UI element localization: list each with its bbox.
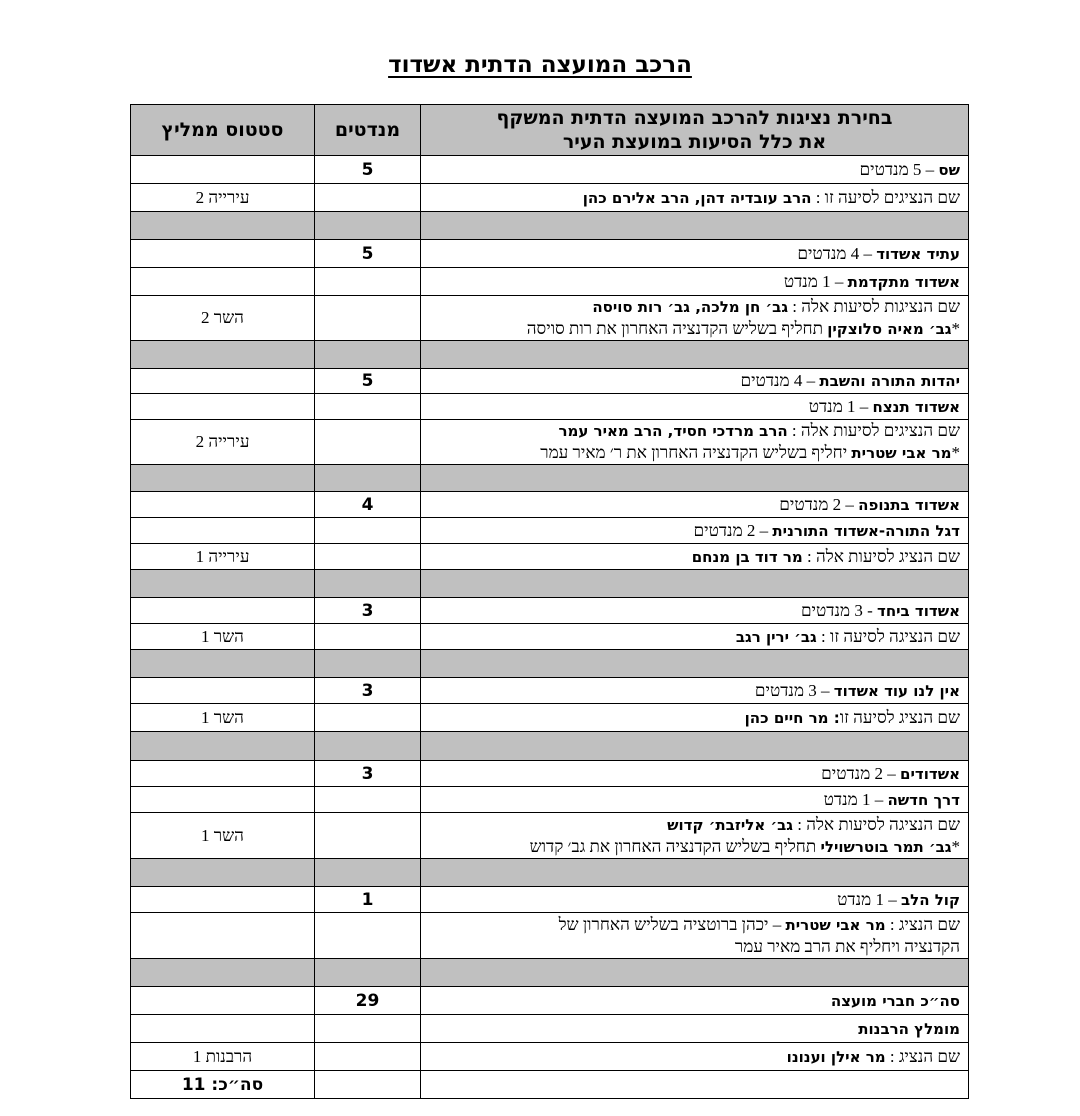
table-row [131,624,969,650]
mandates-cell [315,184,421,212]
party-name: קול הלב [900,890,960,909]
separator-cell [421,732,969,761]
separator-cell [421,570,969,598]
party-mandates-text: – 4 מנדטים [740,371,820,390]
description-cell [421,184,969,212]
representative-line [429,442,960,464]
separator-cell [131,570,315,598]
separator-cell [421,650,969,678]
table-row [131,369,969,394]
description-cell [421,544,969,570]
status-cell: עירייה 2 [131,184,315,212]
separator-cell [131,212,315,240]
header-description-line2: את כלל הסיעות במועצת העיר [562,131,827,153]
header-description-line1: בחירת נציגות להרכב המועצה הדתית המשקף [496,107,893,129]
status-cell [131,787,315,813]
status-cell [131,987,315,1015]
representative-name: מר אבי שטרית [851,444,952,462]
description-cell [421,296,969,341]
status-cell [131,240,315,268]
party-name: דגל התורה-אשדוד התורנית [772,521,960,540]
separator-cell [315,859,421,887]
separator-cell [315,959,421,987]
mandates-cell: 1 [315,887,421,913]
separator-cell [315,732,421,761]
status-cell [131,394,315,420]
description-cell [421,678,969,704]
representative-text: תחליף בשליש הקדנציה האחרון את רות סויסה [526,319,828,338]
separator-cell [421,465,969,492]
party-name: אשדוד תנצח [872,397,960,416]
representative-text: * [951,443,960,462]
mandates-cell [315,268,421,296]
mandates-cell: 4 [315,492,421,518]
table-row [131,394,969,420]
representative-name: מר דוד בן מנחם [691,547,803,566]
representative-name: גב׳ ירין רגב [735,627,817,646]
separator-cell [131,732,315,761]
table-header-row [131,105,969,156]
mandates-cell [315,1015,421,1043]
table-row [131,296,969,341]
separator-cell [131,341,315,369]
representative-line [429,187,960,209]
representative-text: תחליף בשליש הקדנציה האחרון את גב׳ קדוש [529,836,821,856]
representative-name: גב׳ מאיה סלוצקין [827,320,952,338]
table-row [131,1043,969,1071]
table-row [131,704,969,732]
description-cell [421,761,969,787]
separator-row [131,959,969,987]
mandates-cell: 3 [315,598,421,624]
description-cell [421,369,969,394]
table-row [131,518,969,544]
status-cell [131,678,315,704]
mandates-cell [315,913,421,959]
table-row [131,492,969,518]
table-row [131,598,969,624]
table-row [131,420,969,465]
mandates-cell: 3 [315,761,421,787]
table-row [131,913,969,959]
representative-line [429,936,960,958]
council-composition-table [130,104,969,1099]
party-name: אשדודים [900,764,960,783]
status-cell [131,518,315,544]
separator-cell [315,570,421,598]
status-cell: עירייה 1 [131,544,315,570]
mandates-cell: 5 [315,369,421,394]
party-mandates-text: – 3 מנדטים [754,680,834,700]
representative-text: שם הנציג : [885,914,960,934]
party-mandates-text: – 1 מנדט [837,889,901,909]
description-cell [421,240,969,268]
party-name: אשדוד ביחד [877,601,960,620]
party-mandates-text: - 3 מנדטים [800,600,877,620]
mandates-cell [315,296,421,341]
status-cell [131,156,315,184]
separator-cell [421,859,969,887]
separator-cell [421,959,969,987]
mandates-cell [315,420,421,465]
mandates-cell [315,704,421,732]
mandates-cell: 3 [315,678,421,704]
status-cell: השר 1 [131,704,315,732]
table-row [131,156,969,184]
status-cell [131,369,315,394]
status-cell: השר 2 [131,296,315,341]
mandates-cell [315,544,421,570]
table-row [131,761,969,787]
status-cell [131,598,315,624]
party-name: שס [938,160,960,179]
representative-text: הקדנציה ויחליף את הרב מאיר עמר [734,936,960,956]
table-row [131,1071,969,1099]
separator-cell [421,212,969,240]
table-row [131,268,969,296]
header-status: סטטוס ממליץ [131,105,315,156]
description-cell [421,704,969,732]
description-cell [421,913,969,959]
separator-cell [315,465,421,492]
description-cell [421,813,969,859]
representative-text: יחליף בשליש הקדנציה האחרון את ר׳ מאיר עמר [540,443,852,462]
table-row [131,544,969,570]
representative-text: שם הנציג : [885,1046,960,1066]
description-cell [421,987,969,1015]
representative-line [429,1046,960,1068]
party-mandates-text: – 1 מנדט [783,271,848,291]
separator-cell [131,650,315,678]
representative-text: * [951,319,960,338]
header-description [421,105,969,156]
status-cell [131,1015,315,1043]
table-row [131,887,969,913]
table-row [131,678,969,704]
separator-row [131,212,969,240]
representative-line [429,707,960,729]
mandates-cell [315,394,421,420]
representative-line [429,814,960,836]
table-row [131,987,969,1015]
separator-cell [131,859,315,887]
separator-cell [131,959,315,987]
party-mandates-text: – 4 מנדטים [797,243,877,263]
representative-text: שם הנציגה לסיעה זו : [816,626,960,646]
party-name: אשדוד מתקדמת [847,272,960,291]
separator-cell [315,212,421,240]
representative-text: שם הנציגות לסיעות אלה : [788,297,960,316]
separator-cell [131,465,315,492]
description-cell [421,518,969,544]
separator-row [131,465,969,492]
representative-name: מר אילן וענונו [786,1047,886,1066]
mandates-cell [315,1071,421,1099]
representative-line [429,546,960,568]
description-cell [421,887,969,913]
description-cell [421,1071,969,1099]
table-row [131,787,969,813]
representative-name: הרב מרדכי חסיד, הרב מאיר עמר [558,422,788,440]
representative-name: מר אבי שטרית [785,915,886,934]
mandates-cell: 5 [315,156,421,184]
status-cell: הרבנות 1 [131,1043,315,1071]
separator-row [131,650,969,678]
party-mandates-text: – 1 מנדט [808,396,873,416]
representative-line [429,420,960,442]
representative-line [429,836,960,858]
table-row [131,184,969,212]
status-cell: סה״כ: 11 [131,1071,315,1099]
description-cell [421,420,969,465]
representative-name: גב׳ תמר בוטרשוילי [820,837,952,856]
party-name: מומלץ הרבנות [858,1019,960,1038]
party-name: עתיד אשדוד [876,244,960,263]
representative-text: שם הנציגים לסיעות אלה : [787,421,960,440]
party-mandates-text: – 2 מנדטים [779,494,859,514]
representative-text: שם הנציגים לסיעה זו : [811,187,960,207]
representative-name: הרב עובדיה דהן, הרב אלירם כהן [582,188,812,207]
mandates-cell [315,813,421,859]
description-cell [421,1015,969,1043]
table-row [131,240,969,268]
party-mandates-text: – 2 מנדטים [693,520,773,540]
status-cell: השר 1 [131,624,315,650]
header-mandates: מנדטים [315,105,421,156]
mandates-cell [315,787,421,813]
status-cell [131,268,315,296]
page-title: הרכב המועצה הדתית אשדוד [388,52,692,78]
separator-row [131,570,969,598]
status-cell [131,887,315,913]
mandates-cell [315,1043,421,1071]
status-cell: עירייה 2 [131,420,315,465]
table-row [131,813,969,859]
representative-line [429,296,960,318]
mandates-cell [315,624,421,650]
representative-text: * [951,836,960,856]
representative-text: שם הנציגה לסיעות אלה : [792,814,960,834]
representative-line [429,318,960,340]
representative-name: : מר חיים כהן [744,708,840,727]
party-mandates-text: – 5 מנדטים [859,159,939,179]
party-name: דרך חדשה [887,790,960,809]
status-cell [131,761,315,787]
description-cell [421,156,969,184]
status-cell: השר 1 [131,813,315,859]
representative-text: שם הנציג לסיעה זו [839,707,960,727]
separator-row [131,341,969,369]
description-cell [421,394,969,420]
status-cell [131,913,315,959]
representative-name: גב׳ אליזבת׳ קדוש [667,815,793,834]
separator-cell [315,650,421,678]
party-mandates-text: – 2 מנדטים [821,763,901,783]
representative-text: – יכהן ברוטציה בשליש האחרון של [558,914,786,934]
table-body [131,156,969,1099]
mandates-cell: 5 [315,240,421,268]
separator-cell [421,341,969,369]
description-cell [421,492,969,518]
party-name: אין לנו עוד אשדוד [833,681,960,700]
description-cell [421,624,969,650]
party-mandates-text: – 1 מנדט [823,789,888,809]
representative-line [429,626,960,648]
description-cell [421,787,969,813]
description-cell [421,268,969,296]
total-label: סה״כ חברי מועצה [830,991,960,1010]
separator-row [131,732,969,761]
representative-line [429,914,960,936]
description-cell [421,1043,969,1071]
separator-cell [315,341,421,369]
party-name: יהדות התורה והשבת [819,372,960,390]
table-row [131,1015,969,1043]
mandates-cell: 29 [315,987,421,1015]
representative-name: גב׳ חן מלכה, גב׳ רות סויסה [592,298,789,316]
description-cell [421,598,969,624]
party-name: אשדוד בתנופה [858,495,960,514]
mandates-cell [315,518,421,544]
separator-row [131,859,969,887]
representative-text: שם הנציג לסיעות אלה : [802,546,960,566]
status-cell [131,492,315,518]
